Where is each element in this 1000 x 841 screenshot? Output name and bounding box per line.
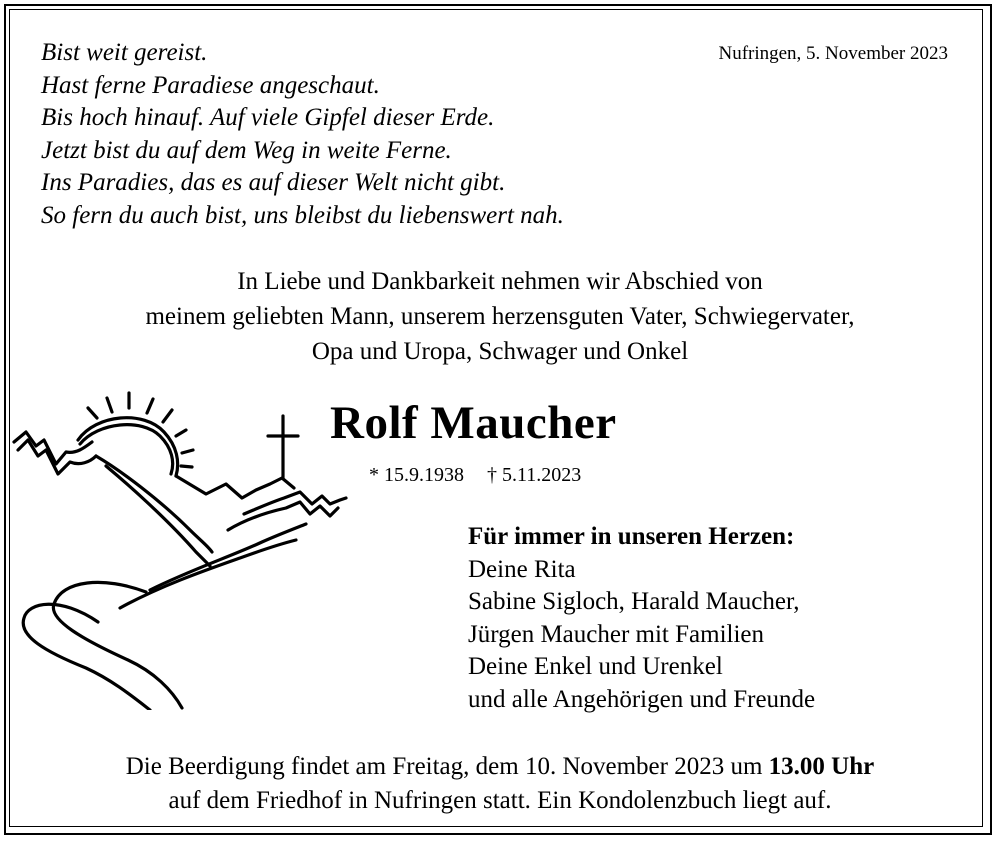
mourner-line: Sabine Sigloch, Harald Maucher, [468, 588, 800, 615]
poem-line: So fern du auch bist, uns bleibst du liebenswert nah. [41, 201, 564, 229]
mourner-line: Deine Rita [468, 555, 576, 583]
intro-line: In Liebe und Dankbarkeit nehmen wir Abschied von [237, 268, 763, 295]
mourner-line: und alle Angehörigen und Freunde [468, 685, 816, 713]
funeral-notice [0, 750, 1000, 818]
funeral-line [0, 750, 1000, 784]
mourners-list [468, 521, 815, 716]
mourner-line: Deine Enkel und Urenkel [468, 653, 723, 680]
poem-line: Hast ferne Paradiese angeschaut. [41, 71, 380, 99]
sun-mountain-cross-path-icon [0, 370, 350, 710]
intro-text [0, 264, 1000, 369]
birth-date: * 15.9.1938 [369, 464, 464, 486]
deceased-name: Rolf Maucher [330, 397, 617, 449]
poem-line: Ins Paradies, das es auf dieser Welt nicht gibt. [41, 169, 506, 196]
funeral-date-text: Die Beerdigung findet am Freitag, dem 10. November 2023 um [125, 753, 769, 780]
poem [41, 37, 564, 232]
poem-line: Bist weit gereist. [41, 39, 208, 66]
life-dates [369, 464, 581, 487]
mourners-heading: Für immer in unseren Herzen: [468, 523, 795, 550]
poem-line: Bis hoch hinauf. Auf viele Gipfel dieser Erde. [41, 104, 495, 131]
intro-line: Opa und Uropa, Schwager und Onkel [311, 338, 689, 365]
mourner-line: Jürgen Maucher mit Familien [468, 620, 765, 648]
poem-line: Jetzt bist du auf dem Weg in weite Ferne. [41, 136, 452, 164]
funeral-location: auf dem Friedhof in Nufringen statt. Ein Kondolenzbuch liegt auf. [168, 787, 832, 814]
place-date: Nufringen, 5. November 2023 [718, 43, 948, 64]
death-date: † 5.11.2023 [487, 464, 582, 486]
funeral-time: 13.00 Uhr [768, 753, 875, 780]
intro-line: meinem geliebten Mann, unserem herzensguten Vater, Schwiegervater, [145, 303, 855, 330]
